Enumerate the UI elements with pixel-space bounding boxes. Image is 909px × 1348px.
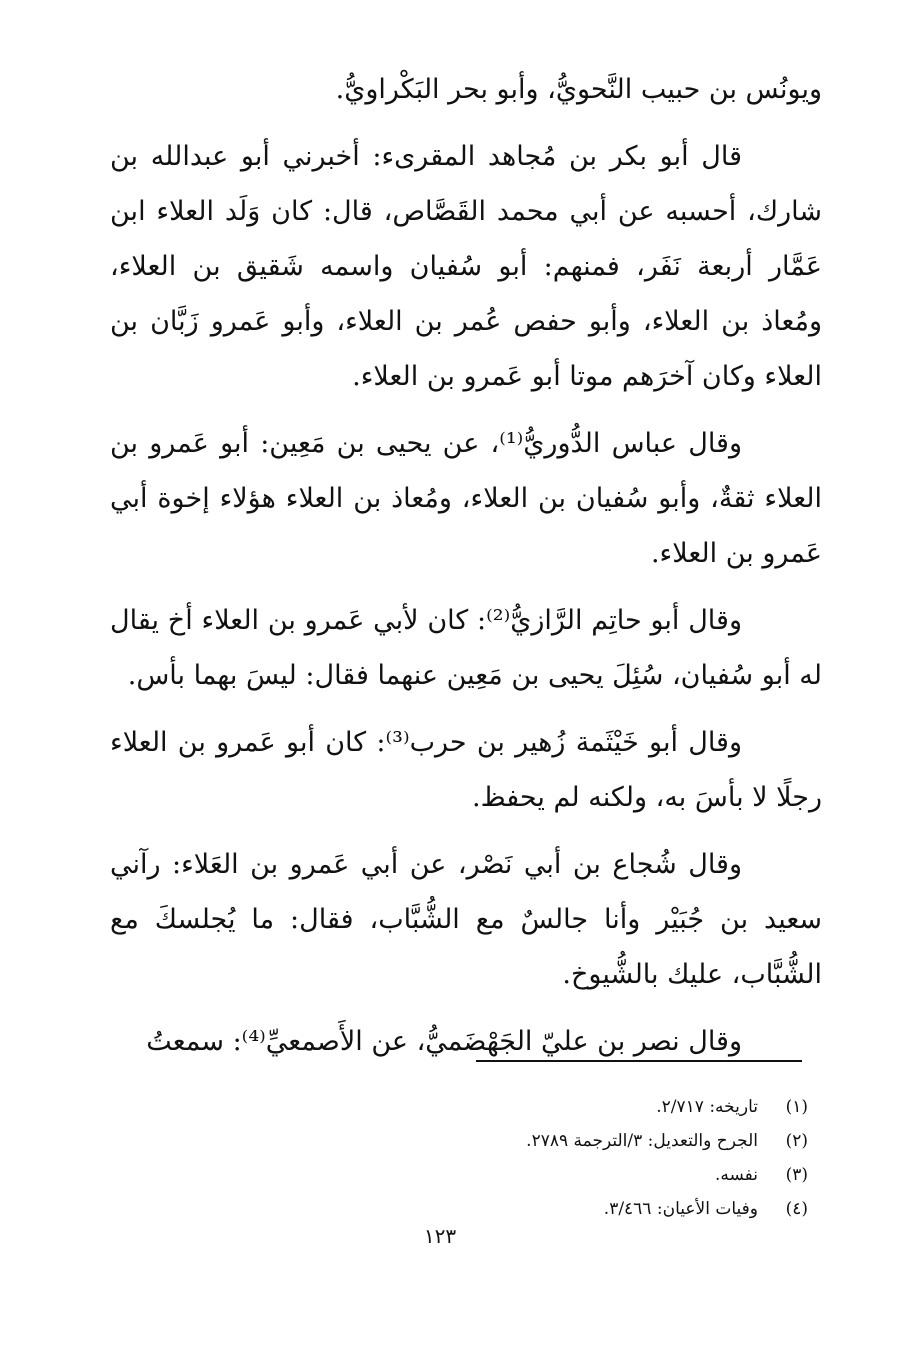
paragraph: وقال نصر بن عليّ الجَهْضَميُّ، عن الأَصمعيِّ⁽⁴⁾: سمعتُ (146, 1026, 742, 1057)
footnote-text: وفيات الأعيان: ٣/٤٦٦. (603, 1199, 758, 1219)
paragraph: وقال أبو خَيْثَمة زُهير بن حرب⁽³⁾: كان أبو عَمرو بن العلاء رجلًا لا بأسَ به، ولكنه لم يحفظ. (110, 727, 822, 813)
footnote-number: (٣) (785, 1165, 808, 1185)
footnote-text: نفسه. (714, 1165, 758, 1185)
footnote-number: (٢) (785, 1131, 808, 1151)
paragraph: وقال أبو حاتِم الرَّازيُّ⁽²⁾: كان لأبي عَمرو بن العلاء أخ يقال له أبو سُفيان، سُئِلَ يحيى بن مَعِين عنهما فقال: ليسَ بهما بأس. (110, 605, 822, 691)
footnote-item (420, 1192, 808, 1226)
footnote-text: الجرح والتعديل: ٣/الترجمة ٢٧٨٩. (526, 1131, 758, 1151)
footnote-number: (١) (785, 1097, 808, 1117)
paragraph: وقال عباس الدُّوريُّ⁽¹⁾، عن يحيى بن مَعِين: أبو عَمرو بن العلاء ثقةٌ، وأبو سُفيان بن العلاء، ومُعاذ بن العلاء هؤلاء إخوة أبي عَمرو بن العلاء. (110, 428, 822, 569)
footnotes (420, 1090, 808, 1226)
paragraph: قال أبو بكر بن مُجاهد المقرىء: أخبرني أبو عبدالله بن شارك، أحسبه عن أبي محمد القَصَّاص، قال: كان وَلَد العلاء ابن عَمَّار أربعة نَفَر، فمنهم: أبو سُفيان واسمه شَقيق بن العلاء، ومُعاذ بن العلاء، وأبو حفص عُمر بن العلاء، وأبو عَمرو زَبَّان بن العلاء وكان آخرَهم موتا أبو عَمرو بن العلاء. (110, 141, 822, 392)
footnote-divider (476, 1060, 802, 1062)
paragraph: ويونُس بن حبيب النَّحويُّ، وأبو بحر البَكْراويُّ. (335, 74, 822, 105)
footnote-text: تاريخه: ٢/٧١٧. (656, 1097, 758, 1117)
paragraph: وقال شُجاع بن أبي نَصْر، عن أبي عَمرو بن العَلاء: رآني سعيد بن جُبَيْر وأنا جالسٌ مع الشُّبَّاب، فقال: ما يُجلسكَ مع الشُّبَّاب، عليك بالشُّيوخ. (110, 849, 822, 990)
page-number: ١٢٣ (423, 1224, 457, 1248)
footnote-number: (٤) (785, 1199, 808, 1219)
main-text (110, 62, 822, 1081)
footnote-item (420, 1090, 808, 1124)
footnote-item (420, 1158, 808, 1192)
footnote-item (420, 1124, 808, 1158)
